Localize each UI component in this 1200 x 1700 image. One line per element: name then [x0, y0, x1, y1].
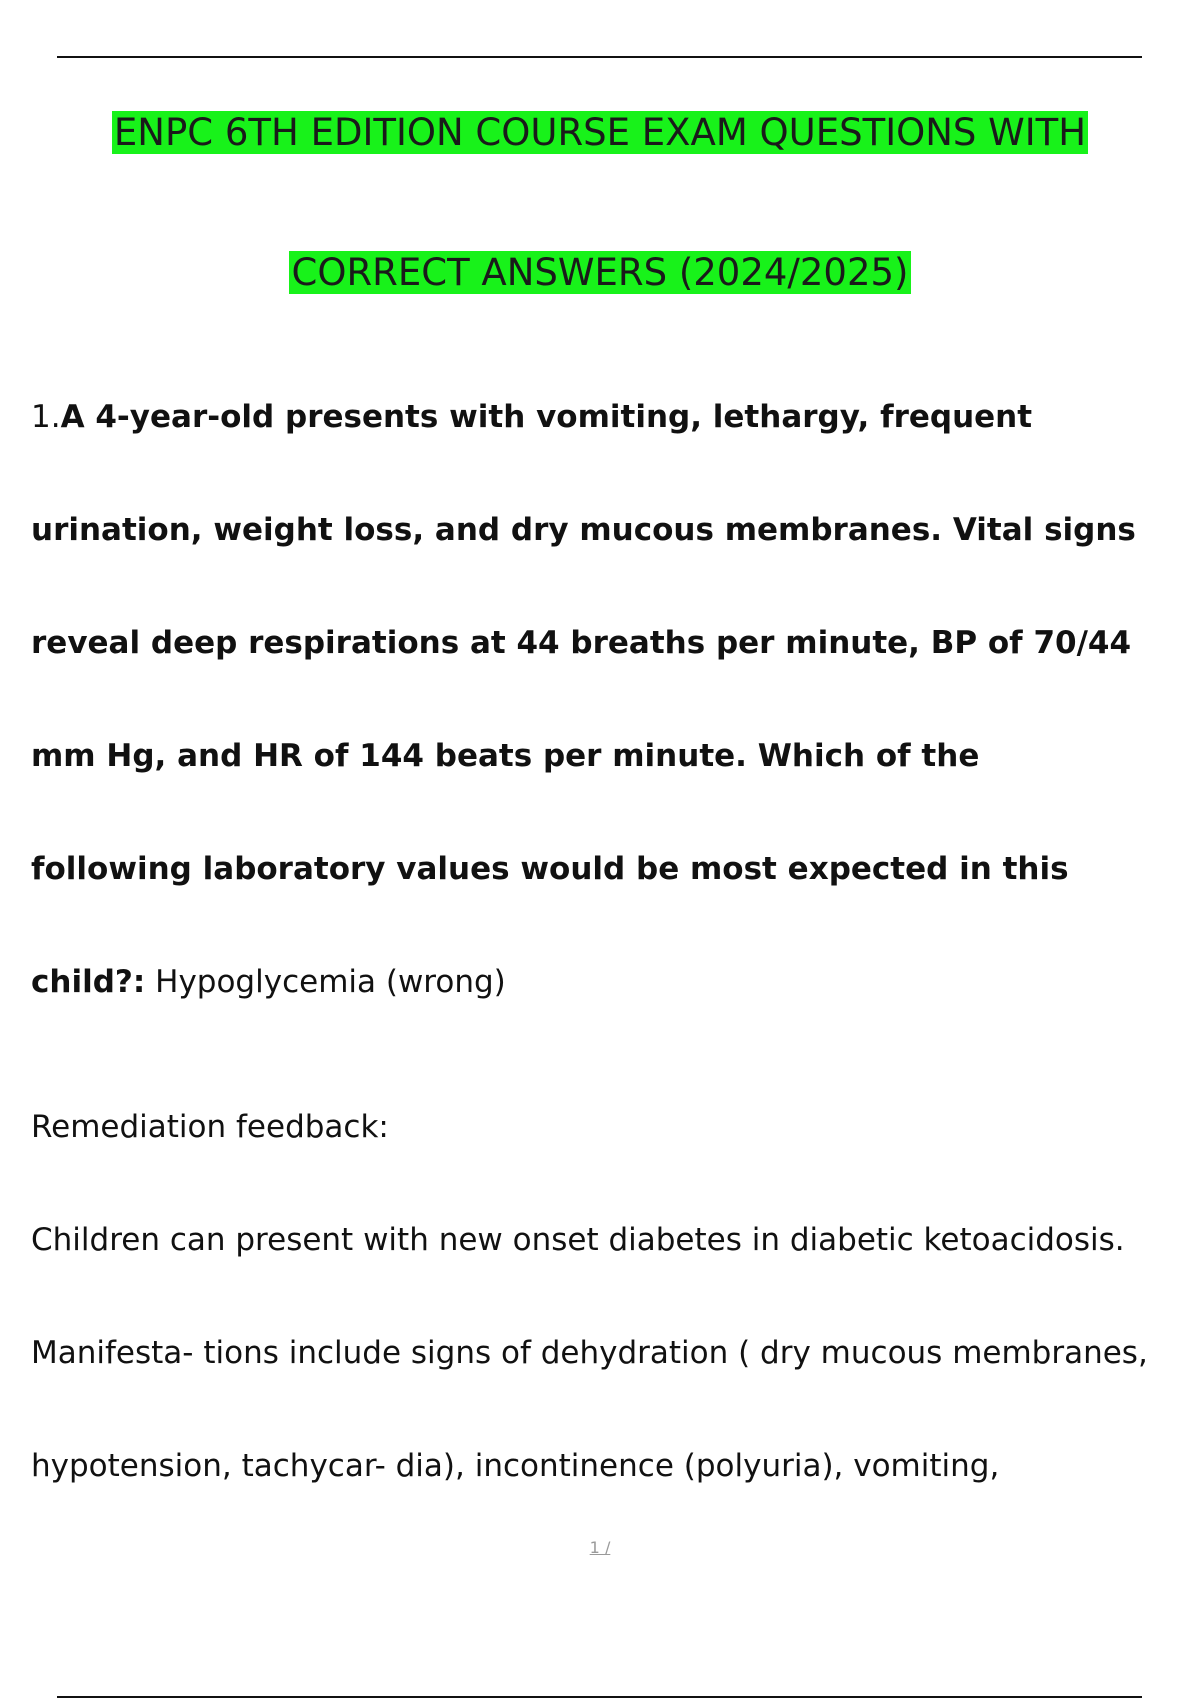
feedback-line-2: Manifesta- tions include signs of dehydration ( dry mucous membranes, [31, 1335, 1148, 1371]
feedback-heading: Remediation feedback: [31, 1109, 389, 1145]
bottom-rule [57, 1696, 1142, 1698]
document-title-line-1 [0, 110, 1200, 156]
question-line-3: reveal deep respirations at 44 breaths per minute, BP of 70/44 [31, 625, 1132, 661]
top-rule [57, 56, 1142, 58]
answer-text: Hypoglycemia (wrong) [145, 964, 506, 1000]
question-line-5: following laboratory values would be most expected in this [31, 851, 1069, 887]
title-highlight-2: CORRECT ANSWERS (2024/2025) [291, 251, 909, 294]
page-number: 1 / [589, 1538, 611, 1557]
question-number: 1. [31, 399, 61, 435]
feedback-line-1: Children can present with new onset diabetes in diabetic ketoacidosis. [31, 1222, 1125, 1258]
question-text: A 4-year-old presents with vomiting, lethargy, frequent [60, 399, 1033, 435]
feedback-line-3: hypotension, tachycar- dia), incontinence (polyuria), vomiting, [31, 1448, 1000, 1484]
question-line-1 [31, 397, 1032, 437]
question-line-2: urination, weight loss, and dry mucous membranes. Vital signs [31, 512, 1136, 548]
question-line-4: mm Hg, and HR of 144 beats per minute. Which of the [31, 738, 980, 774]
title-highlight-1: ENPC 6TH EDITION COURSE EXAM QUESTIONS WITH [113, 111, 1087, 154]
document-title-line-2 [0, 250, 1200, 296]
question-line-6 [31, 962, 506, 1002]
question-text-end: child?: [31, 964, 146, 1000]
